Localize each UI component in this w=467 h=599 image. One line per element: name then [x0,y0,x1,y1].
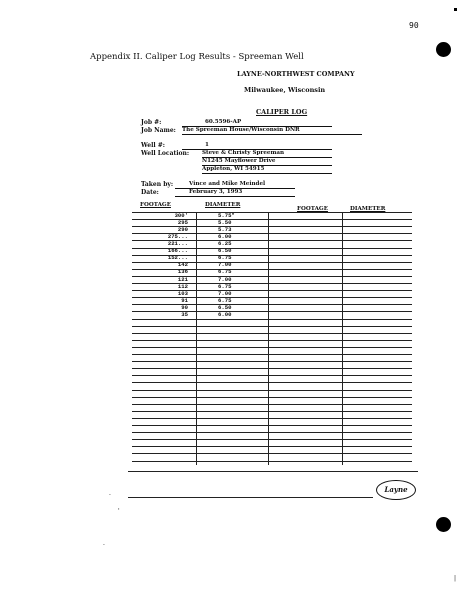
date-value: February 3, 1993 [175,189,295,197]
table-cell-diameter: 7.00 [218,261,232,269]
appendix-title: Appendix II. Caliper Log Results - Spreeman Well [90,52,304,62]
bottom-rule-2 [128,497,373,498]
table-rule [132,382,412,383]
speck: ' [118,508,120,515]
table-cell-diameter: 6.75 [218,282,232,290]
table-cell-footage: 112 [177,282,188,290]
table-cell-diameter: 6.25 [218,240,232,247]
well-location-line-3: Appleton, WI 54915 [202,166,332,174]
corner-mark [454,8,457,11]
table-cell-diameter: 5.50 [218,218,232,226]
table-rule [132,326,412,327]
layne-logo: Layne [376,480,416,500]
table-rule [132,404,412,405]
punch-hole-top [436,42,451,57]
table-cell-footage: 103 [177,289,188,297]
table-cell-diameter: 5.75" [218,211,235,219]
table-rule [132,361,412,362]
table-rule [132,333,412,334]
table-cell-footage: 152... [167,254,188,262]
table-cell-footage: 295 [177,218,188,226]
well-number-label: Well #: [141,142,165,149]
table-rule [132,453,412,454]
table-cell-diameter: 6.50 [218,303,232,311]
header-diameter-1: DIAMETER [205,202,241,208]
taken-by-value: Vince and Mike Meindel [175,181,295,189]
speck: . [103,540,105,547]
table-rule [132,425,412,426]
table-rule [132,354,412,355]
header-footage-2: FOOTAGE [297,206,328,212]
table-cell-diameter: 6.75 [218,268,232,276]
table-rule [132,411,412,412]
table-cell-diameter: 5.73 [218,225,232,233]
page-number: 90 [409,21,419,30]
column-divider [268,212,269,465]
table-rule [132,439,412,440]
table-cell-diameter: 6.75 [218,296,232,304]
date-label: Date: [141,189,159,196]
table-cell-diameter: 7.00 [218,289,232,297]
table-cell-diameter: 7.00 [218,275,232,283]
table-cell-diameter: 6.00 [218,232,232,240]
well-location-line-2: N1245 Mayflower Drive [202,158,332,166]
table-cell-footage: 166... [167,247,188,255]
header-diameter-2: DIAMETER [350,206,386,212]
header-footage-1: FOOTAGE [140,202,171,208]
table-cell-footage: 91 [181,296,188,304]
speck: | [454,575,457,582]
table-rule [132,390,412,391]
table-rule [132,368,412,369]
table-cell-footage: 275... [167,232,188,240]
table-cell-diameter: 6.00 [218,311,232,318]
table-cell-footage: 90 [181,303,188,311]
table-cell-diameter: 6.75 [218,254,232,262]
table-rule [132,347,412,348]
table-cell-footage: 300' [174,211,188,219]
speck: . [109,490,111,497]
column-divider [342,212,343,465]
taken-by-label: Taken by: [141,181,174,188]
log-title: CALIPER LOG [256,108,308,116]
table-cell-footage: 121 [177,275,188,283]
table-cell-footage: 142 [177,261,188,269]
table-cell-diameter: 6.50 [218,247,232,255]
job-number-value: 60.5596-AP [182,119,332,127]
table-cell-footage: 290 [177,225,188,233]
table-rule [132,319,412,320]
bottom-rule-1 [128,471,418,472]
job-name-value: The Spreeman House/Wisconsin DNR [182,127,362,135]
table-rule [132,461,412,462]
table-rule [132,446,412,447]
well-location-label: Well Location: [141,150,190,157]
table-cell-footage: 35 [181,311,188,318]
table-cell-footage: 221... [167,240,188,247]
job-name-label: Job Name: [141,127,176,134]
well-location-line-1: Steve & Christy Spreeman [202,150,332,158]
table-rule [132,418,412,419]
table-cell-footage: 136 [177,268,188,276]
job-number-label: Job #: [141,119,162,126]
table-rule [132,375,412,376]
column-divider [196,212,197,465]
company-city: Milwaukee, Wisconsin [244,86,326,94]
well-number-value: 1 [182,142,332,150]
punch-hole-bottom [436,517,451,532]
table-rule [132,340,412,341]
table-rule [132,397,412,398]
table-rule [132,432,412,433]
company-name: LAYNE-NORTHWEST COMPANY [237,70,355,78]
